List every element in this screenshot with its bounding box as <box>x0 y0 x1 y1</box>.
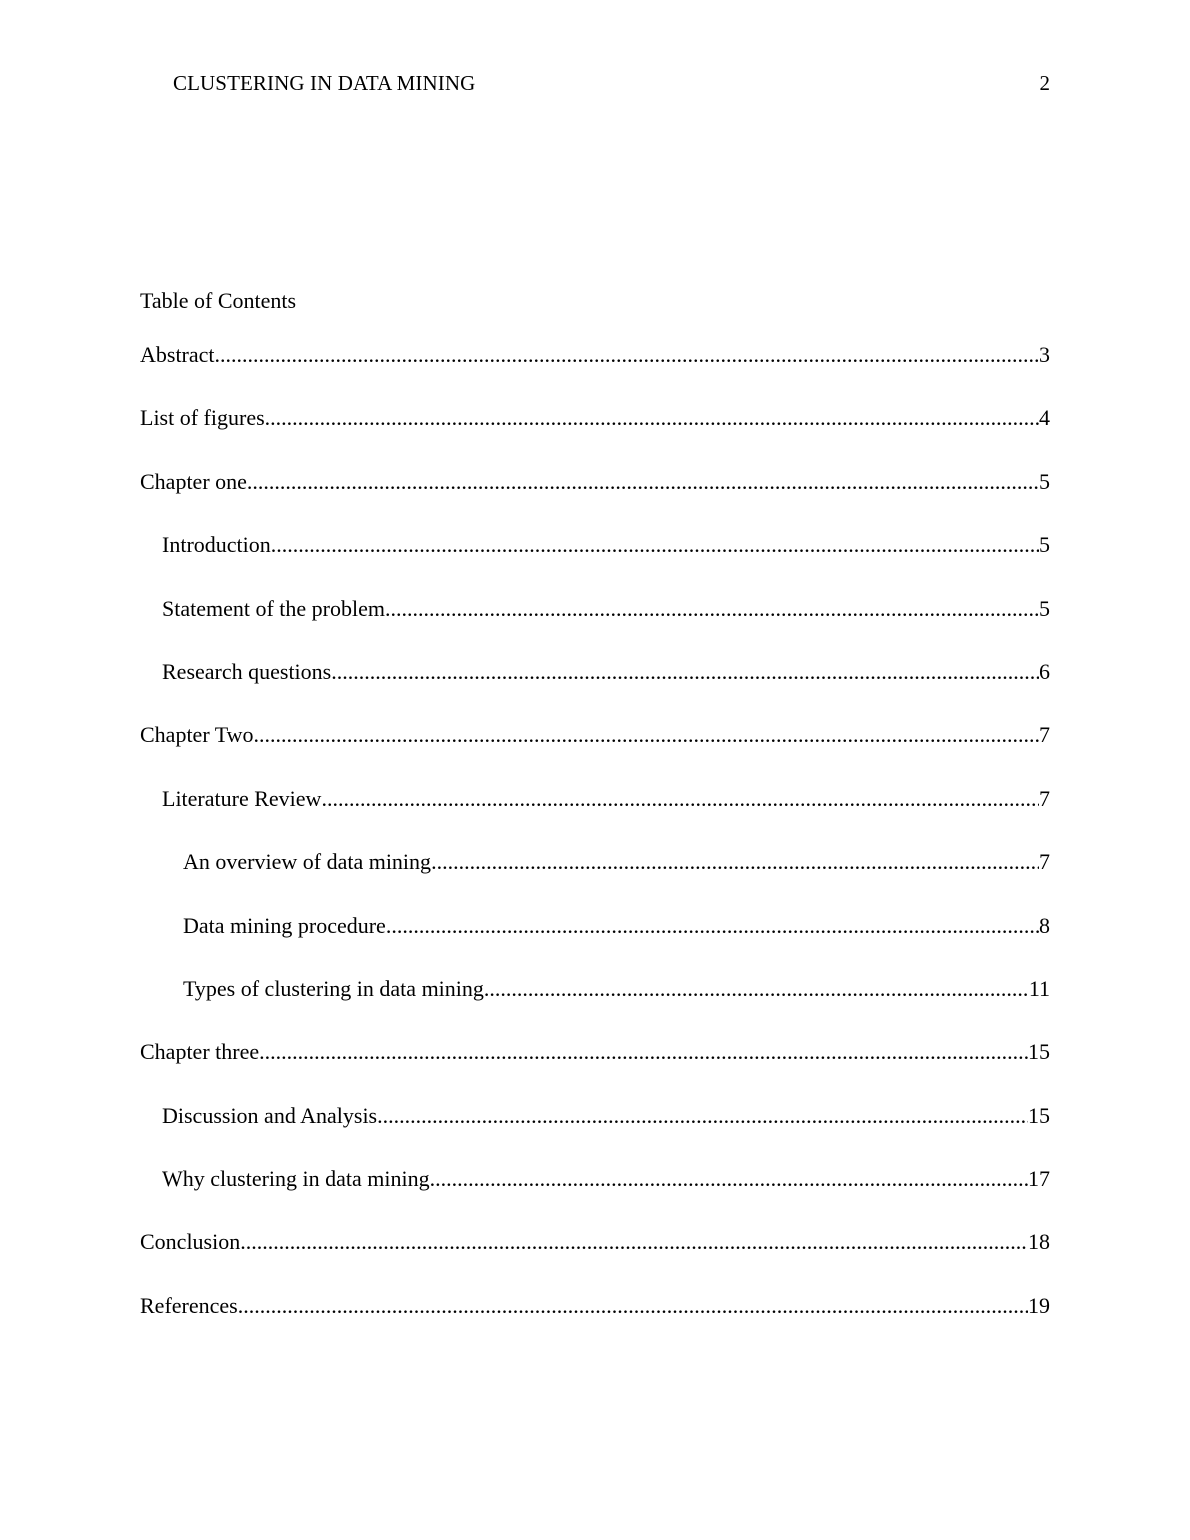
toc-entry-page: 7 <box>1039 849 1050 875</box>
toc-entry-page: 4 <box>1039 405 1050 431</box>
toc-entry-label: Statement of the problem <box>162 595 385 621</box>
toc-entry-research-questions[interactable] <box>140 657 1050 720</box>
toc-entry-chapter-one[interactable] <box>140 467 1050 530</box>
toc-entry-page: 11 <box>1028 975 1050 1001</box>
dot-leader <box>484 974 1029 1004</box>
dot-leader <box>385 594 1039 624</box>
toc-entry-label: Abstract <box>140 342 215 367</box>
dot-leader <box>238 1291 1028 1321</box>
dot-leader <box>431 847 1039 877</box>
toc-entry-abstract[interactable] <box>140 340 1050 403</box>
toc-entry-label: Data mining procedure <box>183 912 386 938</box>
toc-entry-label: Chapter Two <box>140 722 254 748</box>
toc-entry-page: 7 <box>1039 785 1050 811</box>
toc-entry-label: Research questions <box>162 658 332 684</box>
dot-leader <box>254 720 1039 750</box>
toc-entry-label: Chapter one <box>140 468 247 494</box>
toc-entry-label: Why clustering in data mining <box>162 1166 430 1192</box>
toc-entry-label: References <box>140 1292 238 1318</box>
toc-entry-data-mining-procedure[interactable] <box>140 911 1050 974</box>
toc-entry-page: 5 <box>1039 468 1050 494</box>
toc-entry-types-of-clustering[interactable] <box>140 974 1050 1037</box>
toc-entry-page: 15 <box>1028 1102 1050 1128</box>
toc-entry-label: An overview of data mining <box>183 849 432 875</box>
toc-entry-label: Literature Review <box>162 785 322 811</box>
toc-entry-introduction[interactable] <box>140 530 1050 593</box>
toc-entry-page: 5 <box>1039 532 1050 558</box>
dot-leader <box>215 340 1039 370</box>
toc-entry-label: Introduction <box>162 532 271 558</box>
toc-entry-page: 7 <box>1039 722 1050 748</box>
toc-entry-discussion-and-analysis[interactable] <box>140 1101 1050 1164</box>
toc-entry-references[interactable] <box>140 1291 1050 1354</box>
table-of-contents <box>140 340 1050 1354</box>
dot-leader <box>430 1164 1028 1194</box>
toc-entry-page: 18 <box>1028 1229 1050 1255</box>
toc-entry-page: 3 <box>1039 342 1050 367</box>
dot-leader <box>265 403 1039 433</box>
toc-entry-list-of-figures[interactable] <box>140 403 1050 466</box>
toc-entry-chapter-three[interactable] <box>140 1037 1050 1100</box>
toc-entry-page: 17 <box>1028 1166 1050 1192</box>
dot-leader <box>240 1227 1028 1257</box>
dot-leader <box>386 911 1039 941</box>
toc-entry-label: Discussion and Analysis <box>162 1102 378 1128</box>
toc-entry-page: 5 <box>1039 595 1050 621</box>
toc-entry-chapter-two[interactable] <box>140 720 1050 783</box>
toc-entry-why-clustering[interactable] <box>140 1164 1050 1227</box>
toc-title: Table of Contents <box>140 288 297 313</box>
toc-entry-page: 15 <box>1028 1039 1050 1065</box>
toc-entry-page: 6 <box>1039 658 1050 684</box>
dot-leader <box>331 657 1039 687</box>
dot-leader <box>259 1037 1028 1067</box>
toc-entry-page: 8 <box>1039 912 1050 938</box>
toc-entry-statement-of-the-problem[interactable] <box>140 594 1050 657</box>
toc-entry-label: Types of clustering in data mining <box>183 975 484 1001</box>
dot-leader <box>321 784 1039 814</box>
dot-leader <box>271 530 1039 560</box>
toc-entry-label: List of figures <box>140 405 265 431</box>
toc-entry-page: 19 <box>1028 1292 1050 1318</box>
toc-entry-literature-review[interactable] <box>140 784 1050 847</box>
toc-entry-label: Conclusion <box>140 1229 241 1255</box>
dot-leader <box>247 467 1039 497</box>
toc-entry-label: Chapter three <box>140 1039 260 1065</box>
dot-leader <box>377 1101 1028 1131</box>
toc-entry-conclusion[interactable] <box>140 1227 1050 1290</box>
toc-entry-overview-of-data-mining[interactable] <box>140 847 1050 910</box>
running-head: CLUSTERING IN DATA MINING <box>173 71 476 95</box>
page-number: 2 <box>1039 71 1050 95</box>
